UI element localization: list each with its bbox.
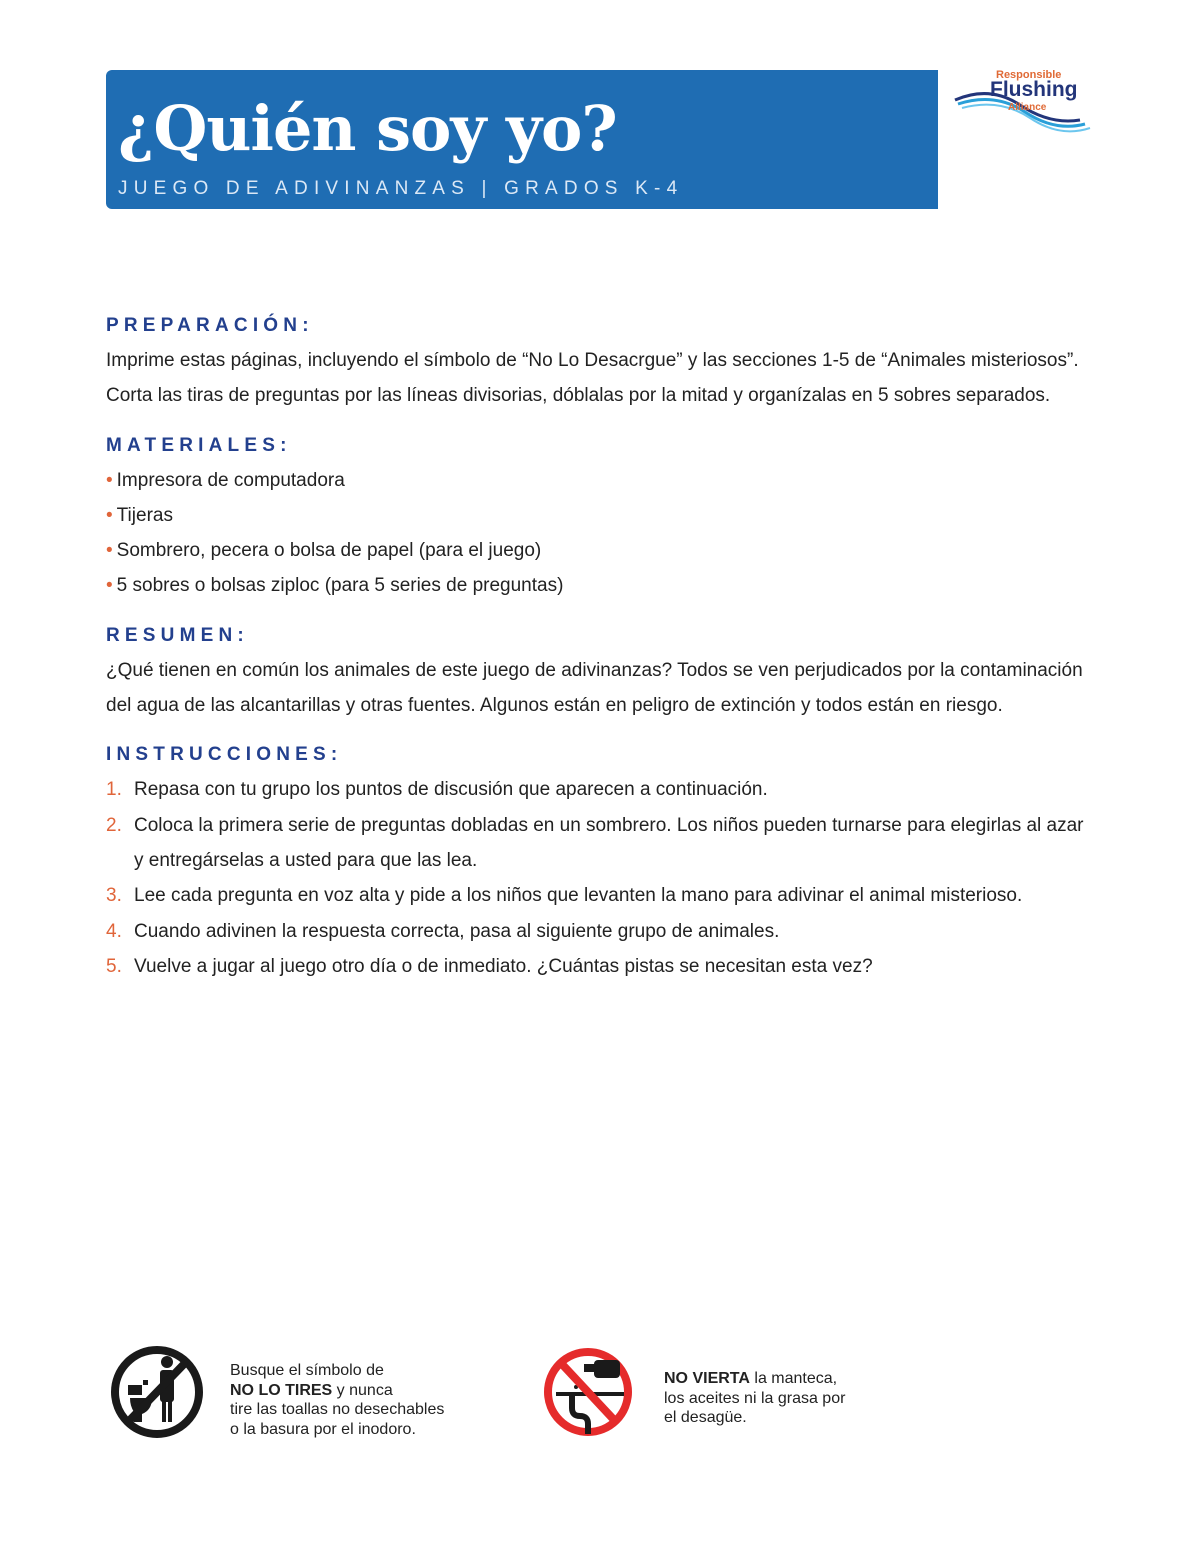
main-content — [106, 313, 1096, 1003]
item-text: Repasa con tu grupo los puntos de discusión que aparecen a continuación. — [134, 779, 768, 801]
bullet-icon: • — [106, 540, 113, 562]
item-text: Coloca la primera serie de preguntas dobladas en un sombrero. Los niños pueden turnarse para elegirlas al azar y entregárselas a usted para que las lea. — [134, 814, 1084, 871]
item-text: Sombrero, pecera o bolsa de papel (para el juego) — [116, 540, 542, 562]
logo-text-alliance: Alliance — [1008, 102, 1047, 113]
list-item — [106, 808, 1096, 879]
item-text: Impresora de computadora — [116, 469, 345, 491]
footer-right-line: el desagüe. — [664, 1409, 747, 1427]
section-heading: INSTRUCCIONES: — [106, 744, 343, 766]
section-heading: MATERIALES: — [106, 434, 292, 456]
header-banner — [106, 70, 938, 209]
footer-left-line — [230, 1381, 444, 1401]
section-resumen — [106, 623, 1096, 724]
item-number: 2. — [106, 814, 122, 836]
footer-left-bold: NO LO TIRES — [230, 1381, 333, 1399]
item-number: 4. — [106, 920, 122, 942]
footer-left-line: tire las toallas no desechables — [230, 1401, 445, 1419]
section-text: ¿Qué tienen en común los animales de este juego de adivinanzas? Todos se ven perjudicados por la contaminación del agua de las alcantarillas y otras fuentes. Algunos están en peligro de extinción y todos están en riesgo. — [106, 659, 1083, 717]
section-preparacion — [106, 313, 1096, 414]
footer-left-rest: y nunca — [332, 1381, 393, 1399]
footer-right-line: los aceites ni la grasa por — [664, 1389, 846, 1407]
list-item — [106, 498, 1096, 533]
list-item — [106, 568, 1096, 603]
section-heading: PREPARACIÓN: — [106, 315, 314, 336]
list-item — [106, 533, 1096, 568]
section-instrucciones — [106, 742, 1096, 984]
list-item — [106, 914, 1096, 949]
item-text: Vuelve a jugar al juego otro día o de inmediato. ¿Cuántas pistas se necesitan esta vez? — [134, 955, 873, 977]
footer-right-rest: la manteca, — [749, 1370, 838, 1387]
bullet-icon: • — [106, 575, 113, 597]
list-item — [106, 878, 1096, 913]
footer-right-text — [664, 1369, 845, 1428]
item-text: Lee cada pregunta en voz alta y pide a los niños que levanten la mano para adivinar el animal misterioso. — [134, 885, 1023, 907]
logo-text-responsible: Responsible — [996, 69, 1062, 81]
list-item — [106, 949, 1096, 984]
no-grease-down-drain-icon — [542, 1340, 638, 1444]
logo-text-flushing: Flushing — [990, 78, 1078, 101]
item-text: Tijeras — [116, 504, 173, 526]
bullet-icon: • — [106, 469, 113, 491]
page-subtitle: JUEGO DE ADIVINANZAS | GRADOS K-4 — [118, 178, 684, 199]
section-materiales — [106, 433, 1096, 604]
page-title: ¿Quién soy yo? — [118, 92, 617, 165]
footer-no-grease — [542, 1340, 846, 1449]
footer-left-line: o la basura por el inodoro. — [230, 1420, 416, 1438]
item-text: 5 sobres o bolsas ziploc (para 5 series de preguntas) — [116, 575, 564, 597]
item-number: 1. — [106, 779, 122, 801]
list-item — [106, 463, 1096, 498]
responsible-flushing-alliance-logo — [950, 66, 1100, 136]
footer-right-bold: NO VIERTA — [664, 1370, 750, 1387]
footer-right-line — [664, 1369, 845, 1389]
bullet-icon: • — [106, 504, 113, 526]
footer-no-flush — [110, 1340, 445, 1449]
item-text: Cuando adivinen la respuesta correcta, pasa al siguiente grupo de animales. — [134, 920, 780, 942]
footer-left-text — [230, 1361, 444, 1439]
footer-left-line: Busque el símbolo de — [230, 1362, 384, 1379]
no-trash-in-toilet-icon — [110, 1340, 206, 1444]
section-text: Imprime estas páginas, incluyendo el símbolo de “No Lo Desacrgue” y las secciones 1-5 de “Animales misteriosos”. Corta las tiras de preguntas por las líneas divisorias, dóblalas por la mitad y organízalas en 5 sobres separados. — [106, 350, 1079, 407]
section-heading: RESUMEN: — [106, 624, 249, 646]
item-number: 3. — [106, 885, 122, 907]
list-item — [106, 772, 1096, 807]
item-number: 5. — [106, 955, 122, 977]
